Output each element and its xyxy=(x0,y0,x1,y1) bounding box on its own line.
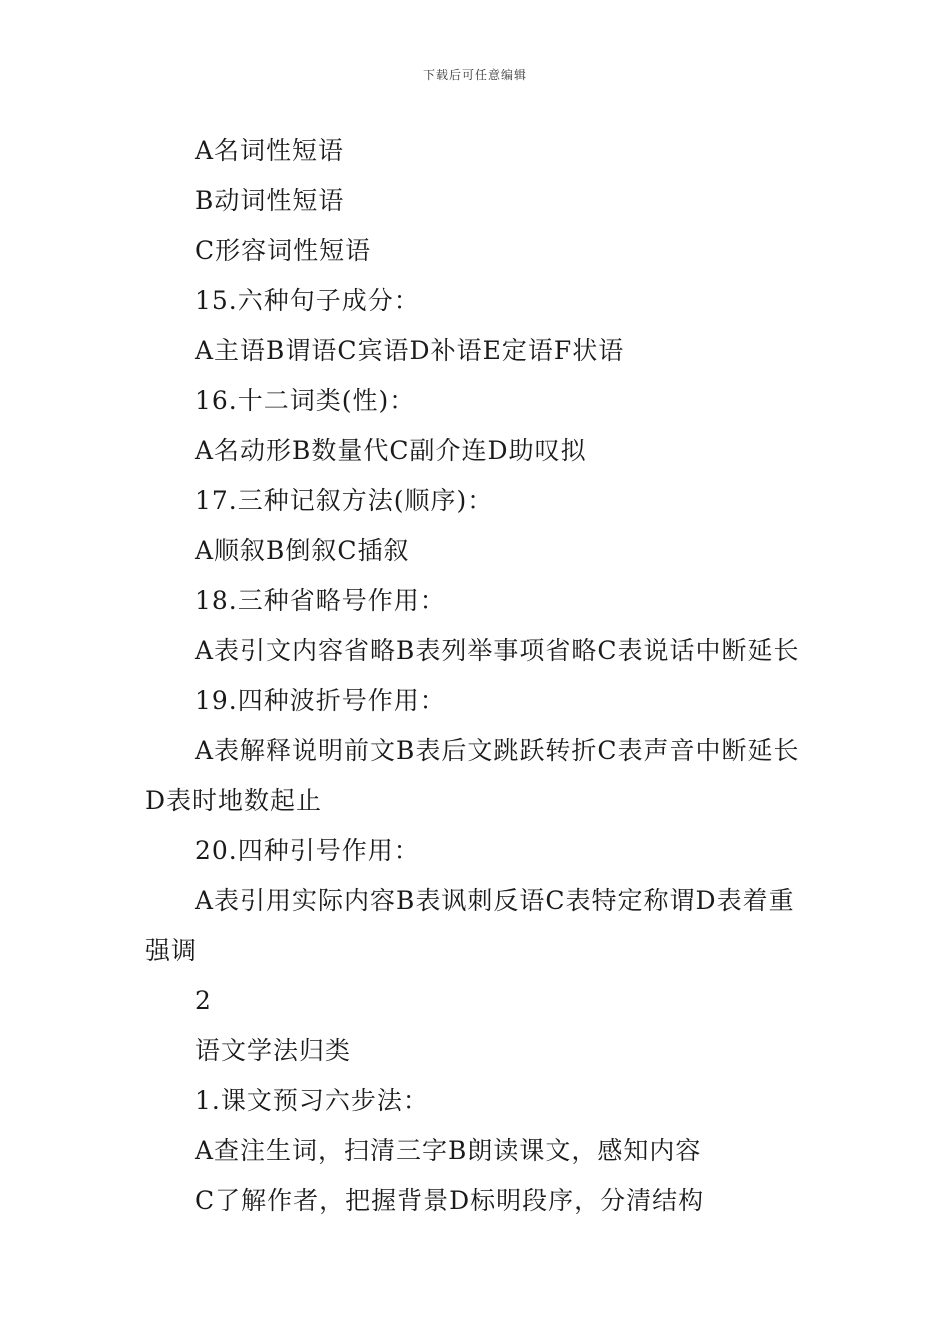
item-heading: 20.四种引号作用： xyxy=(195,836,420,865)
item-heading: 17.三种记叙方法(顺序)： xyxy=(195,486,494,515)
item-heading: 1.课文预习六步法： xyxy=(195,1086,429,1115)
item-heading: 16.十二词类(性)： xyxy=(195,386,416,415)
page-number: 2 xyxy=(195,986,212,1015)
option-line: C了解作者，把握背景D标明段序，分清结构 xyxy=(195,1186,705,1215)
option-line: A顺叙B倒叙C插叙 xyxy=(195,536,410,565)
item-heading: 19.四种波折号作用： xyxy=(195,686,446,715)
option-line: A名动形B数量代C副介连D助叹拟 xyxy=(195,436,587,465)
section-title: 语文学法归类 xyxy=(195,1036,352,1065)
document-body xyxy=(145,126,813,1226)
option-line: A主语B谓语C宾语D补语E定语F状语 xyxy=(195,336,625,365)
option-line: A名词性短语 xyxy=(195,136,345,165)
option-line: A查注生词，扫清三字B朗读课文，感知内容 xyxy=(195,1136,702,1165)
option-line: C形容词性短语 xyxy=(195,236,372,265)
header-note: 下载后可任意编辑 xyxy=(422,68,527,82)
option-line: B动词性短语 xyxy=(195,186,345,215)
option-line: A表引用实际内容B表讽刺反语C表特定称谓D表着重强调 xyxy=(145,886,795,965)
item-heading: 18.三种省略号作用： xyxy=(195,586,446,615)
option-line: A表引文内容省略B表列举事项省略C表说话中断延长 xyxy=(195,636,800,665)
option-line: A表解释说明前文B表后文跳跃转折C表声音中断延长D表时地数起止 xyxy=(145,736,800,815)
item-heading: 15.六种句子成分： xyxy=(195,286,420,315)
